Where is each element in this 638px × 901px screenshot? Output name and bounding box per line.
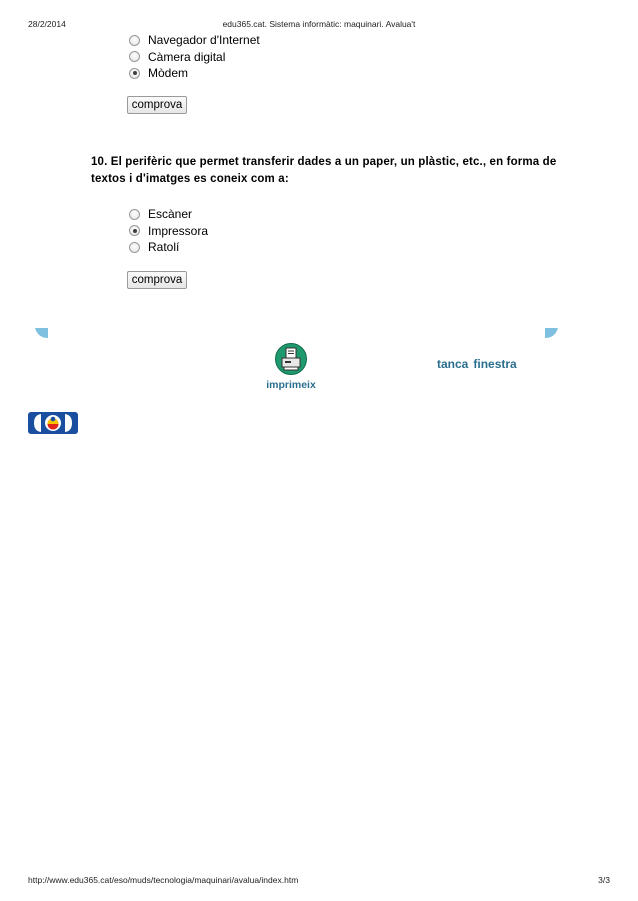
radio-button[interactable] <box>129 35 140 46</box>
close-word-2: finestra <box>473 357 517 371</box>
option-label: Càmera digital <box>148 49 226 64</box>
printer-icon <box>275 343 307 375</box>
print-header <box>28 19 610 31</box>
radio-button[interactable] <box>129 242 140 253</box>
check-button-q10[interactable]: comprova <box>127 271 187 289</box>
print-label: imprimeix <box>266 379 316 391</box>
close-word-1: tanca <box>437 357 469 371</box>
print-page-title: edu365.cat. Sistema informàtic: maquinari. Avalua't <box>222 19 416 29</box>
question10-text: 10. El perifèric que permet transferir dades a un paper, un plàstic, etc., en forma de textos i d'imatges es coneix com a: <box>91 156 557 185</box>
option-escaner[interactable] <box>129 206 208 223</box>
check-button-q9[interactable]: comprova <box>127 96 187 114</box>
option-modem[interactable] <box>129 65 260 82</box>
option-navegador[interactable] <box>129 32 260 49</box>
option-label: Mòdem <box>148 66 189 81</box>
radio-button-selected[interactable] <box>129 68 140 79</box>
print-url: http://www.edu365.cat/eso/muds/tecnologia/maquinari/avalua/index.htm <box>28 875 299 885</box>
print-page-number: 3/3 <box>598 875 610 885</box>
option-label: Navegador d'Internet <box>148 33 260 48</box>
radio-button[interactable] <box>129 209 140 220</box>
option-label: Ratolí <box>148 240 180 255</box>
print-date: 28/2/2014 <box>28 19 66 29</box>
print-link[interactable] <box>262 343 320 395</box>
radio-button[interactable] <box>129 51 140 62</box>
corner-decoration-right-icon <box>545 328 558 338</box>
edu365-logo-icon <box>28 412 78 434</box>
option-ratoli[interactable] <box>129 239 208 256</box>
close-window-link[interactable] <box>437 357 522 371</box>
corner-decoration-left-icon <box>35 328 48 338</box>
print-footer <box>28 875 610 887</box>
option-camera[interactable] <box>129 49 260 66</box>
option-label: Impressora <box>148 223 209 238</box>
question10-options <box>129 206 208 256</box>
question9-options <box>129 32 260 82</box>
option-impressora[interactable] <box>129 223 208 240</box>
option-label: Escàner <box>148 207 193 222</box>
radio-button-selected[interactable] <box>129 225 140 236</box>
